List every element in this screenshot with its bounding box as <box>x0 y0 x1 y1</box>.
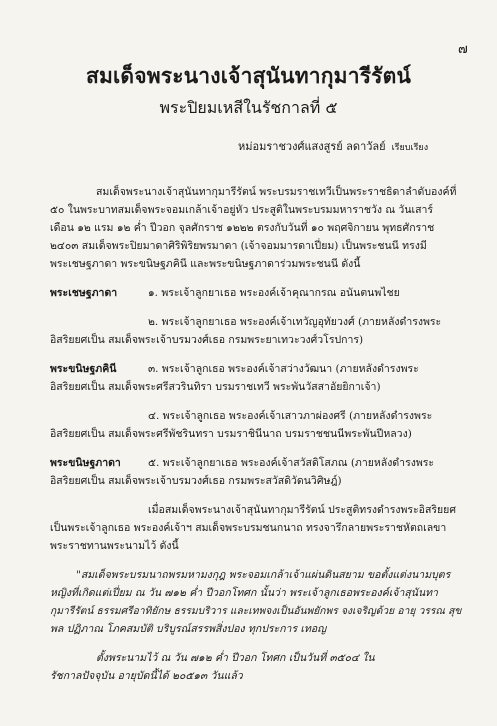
sibling-line: ๕. พระเจ้าลูกยาเธอ พระองค์เจ้าสวัสดิโสภณ (ภายหลังดำรงพระ <box>148 457 435 469</box>
author-name: หม่อมราชวงศ์แสงสูรย์ ลดาวัลย์ <box>238 140 386 153</box>
intro-line: สมเด็จพระนางเจ้าสุนันทากุมารีรัตน์ พระบรมราชเทวีเป็นพระราชธิดาลำดับองค์ที่ <box>96 186 457 198</box>
intro-line: พระเชษฐภาดา พระขนิษฐภคินี และพระขนิษฐภาดาร่วมพระชนนี ดังนี้ <box>50 258 361 270</box>
page-number: ๗ <box>458 42 468 57</box>
sibling-line: ๓. พระเจ้าลูกเธอ พระองค์เจ้าสว่างวัฒนา (ภายหลังดำรงพระ <box>148 363 419 375</box>
sibling-line: อิสริยยศเป็น สมเด็จพระเจ้าบรมวงศ์เธอ กรมพระยาเทวะวงศ์วโรปการ) <box>50 334 364 346</box>
sibling-line: อิสริยยศเป็น สมเด็จพระเจ้าบรมวงศ์เธอ กรมพระสวัสดิวัดนวิศิษฎ์) <box>50 475 342 487</box>
body-line: เมื่อสมเด็จพระนางเจ้าสุนันทากุมารีรัตน์ ประสูติทรงดำรงพระอิสริยยศ <box>148 504 456 516</box>
author-note: เรียบเรียง <box>391 143 429 153</box>
body-line: เป็นพระเจ้าลูกเธอ พระองค์เจ้าฯ สมเด็จพระบรมชนกนาถ ทรงจารึกลายพระราชหัตถเลขา <box>50 522 447 534</box>
quote-line: กุมารีรัตน์ ธรรมศรีอาทิยักษ ธรรมบริวาร และเทพจงเป็นอันพยักพร จงเจริญด้วย อายุ วรรณ สุข <box>50 605 462 617</box>
quote-line: พล ปฏิภาณ โภคสมบัติ บริบูรณ์สรรพสิ่งปอง ทุกประการ เทอญ <box>50 623 327 635</box>
page-subtitle: พระปิยมเหสีในรัชกาลที่ ๕ <box>159 98 338 117</box>
body-line: พระราชทานพระนามไว้ ดังนี้ <box>50 540 179 552</box>
sibling-label: พระขนิษฐภาดา <box>50 457 121 469</box>
sibling-line: อิสริยยศเป็น สมเด็จพระศรีสวรินทิรา บรมราชเทวี พระพันวัสสาอัยยิกาเจ้า) <box>50 381 381 393</box>
sibling-line: ๑. พระเจ้าลูกยาเธอ พระองค์เจ้าคุณากรณ อนันตนพไชย <box>148 287 400 299</box>
author-line <box>238 137 428 155</box>
sibling-line: ๒. พระเจ้าลูกยาเธอ พระองค์เจ้าเทวัญอุทัยวงศ์ (ภายหลังดำรงพระ <box>148 316 442 328</box>
quote-line: หญิงที่เกิดแต่เปี่ยม ณ วัน ๗๑๒ ค่ำ ปีวอกโทศก นั้นว่า พระเจ้าลูกเธอพระองค์เจ้าสุนันทา <box>50 587 438 599</box>
intro-line: ๒๔๐๓ สมเด็จพระปิยมาดาศิริพิริยพรมาดา (เจ้าจอมมารดาเปี่ยม) เป็นพระชนนี ทรงมี <box>50 240 427 252</box>
sibling-label: พระขนิษฐภคินี <box>50 363 117 375</box>
page-title: สมเด็จพระนางเจ้าสุนันทากุมารีรัตน์ <box>85 63 412 88</box>
closing-line: รัชกาลปัจจุบัน อายุบัดนี้ได้ ๒๐๕๑๓ วันแล้ว <box>50 670 243 682</box>
sibling-label: พระเชษฐภาดา <box>50 287 118 299</box>
quote-line: "สมเด็จพระบรมนาถพรมหามงกุฎ พระจอมเกล้าเจ้าแผ่นดินสยาม ขอตั้งแต่งนามบุตร <box>76 569 451 581</box>
sibling-line: อิสริยยศเป็น สมเด็จพระศรีพัชรินทรา บรมราชินีนาถ บรมราชชนนีพระพันปีหลวง) <box>50 428 412 440</box>
intro-line: เดือน ๑๒ แรม ๑๒ ค่ำ ปีวอก จุลศักราช ๑๒๒๒ ตรงกับวันที่ ๑๐ พฤศจิกายน พุทธศักราช <box>50 222 435 234</box>
closing-line: ตั้งพระนามไว้ ณ วัน ๗๑๒ ค่ำ ปีวอก โทศก เป็นวันที่ ๓๕๐๔ ใน <box>96 652 375 664</box>
intro-line: ๕๐ ในพระบาทสมเด็จพระจอมเกล้าเจ้าอยู่หัว ประสูติในพระบรมมหาราชวัง ณ วันเสาร์ <box>50 204 434 216</box>
sibling-line: ๔. พระเจ้าลูกเธอ พระองค์เจ้าเสาวภาผ่องศรี (ภายหลังดำรงพระ <box>148 410 433 422</box>
